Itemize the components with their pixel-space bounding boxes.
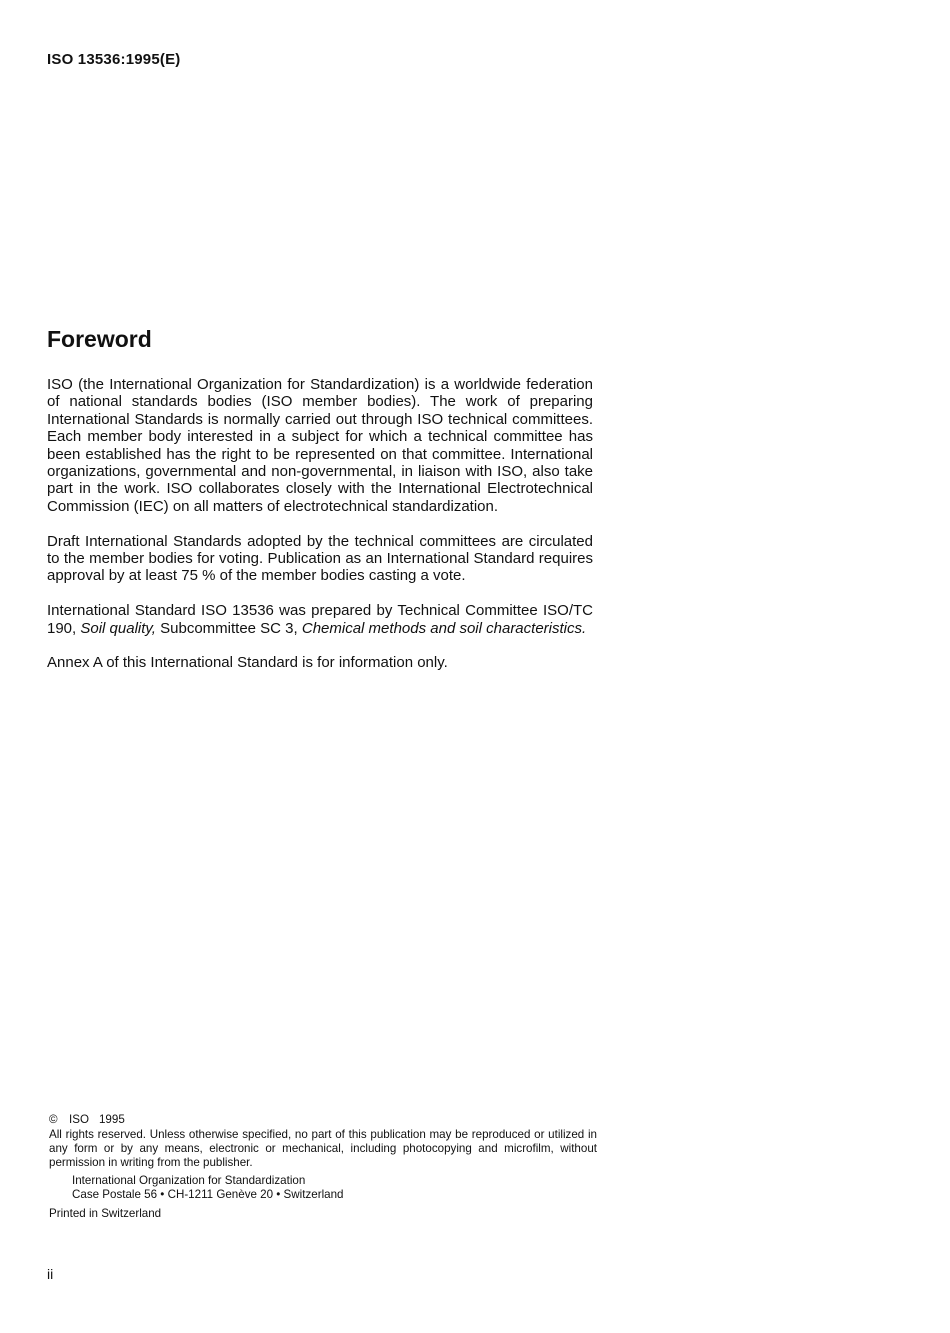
foreword-paragraph-4: Annex A of this International Standard is for information only. (47, 654, 448, 672)
address-line-2: Case Postale 56 • CH-1211 Genève 20 • Switzerland (72, 1188, 344, 1201)
committee-name: Soil quality, (80, 619, 156, 637)
copyright-line (49, 1113, 597, 1127)
copyright-year: 1995 (98, 1113, 125, 1126)
foreword-title: Foreword (47, 326, 152, 352)
rights-statement: All rights reserved. Unless otherwise specified, no part of this publication may be reproduced or utilized in any form or by any means, electronic or mechanical, including photocopying and microfilm, without permission in writing from the publisher. (49, 1128, 597, 1169)
subcommittee-name: Chemical methods and soil characteristics. (301, 619, 587, 637)
address-line-1: International Organization for Standardization (72, 1174, 306, 1187)
copyright-icon: © (49, 1113, 58, 1126)
copyright-notice (49, 1113, 597, 1221)
foreword-paragraph-3 (47, 602, 593, 637)
p3-lead: International Standard ISO 13536 was prepared by Technical Committee ISO/TC 190, (47, 602, 593, 637)
foreword-paragraph-1: ISO (the International Organization for Standardization) is a worldwide federation of national standards bodies (ISO member bodies). The work of preparing International Standards is normally carried out through ISO technical committees. Each member body interested in a subject for which a technical committee has been established has the right to be represented on that committee. International organizations, governmental and non-governmental, in liaison with ISO, also take part in the work. ISO collaborates closely with the International Electrotechnical Commission (IEC) on all matters of electrotechnical standardization. (47, 376, 593, 515)
foreword-body (47, 376, 593, 689)
publisher-address (72, 1174, 597, 1202)
page-number: ii (47, 1266, 54, 1282)
printed-in: Printed in Switzerland (49, 1207, 162, 1220)
p3-mid: Subcommittee SC 3, (160, 619, 298, 637)
document-header-id: ISO 13536:1995(E) (47, 51, 181, 68)
foreword-paragraph-2: Draft International Standards adopted by the technical committees are circulated to the member bodies for voting. Publication as an International Standard requires approval by at least 75 % of the member bodies casting a vote. (47, 532, 593, 585)
copyright-holder: ISO (69, 1113, 89, 1126)
